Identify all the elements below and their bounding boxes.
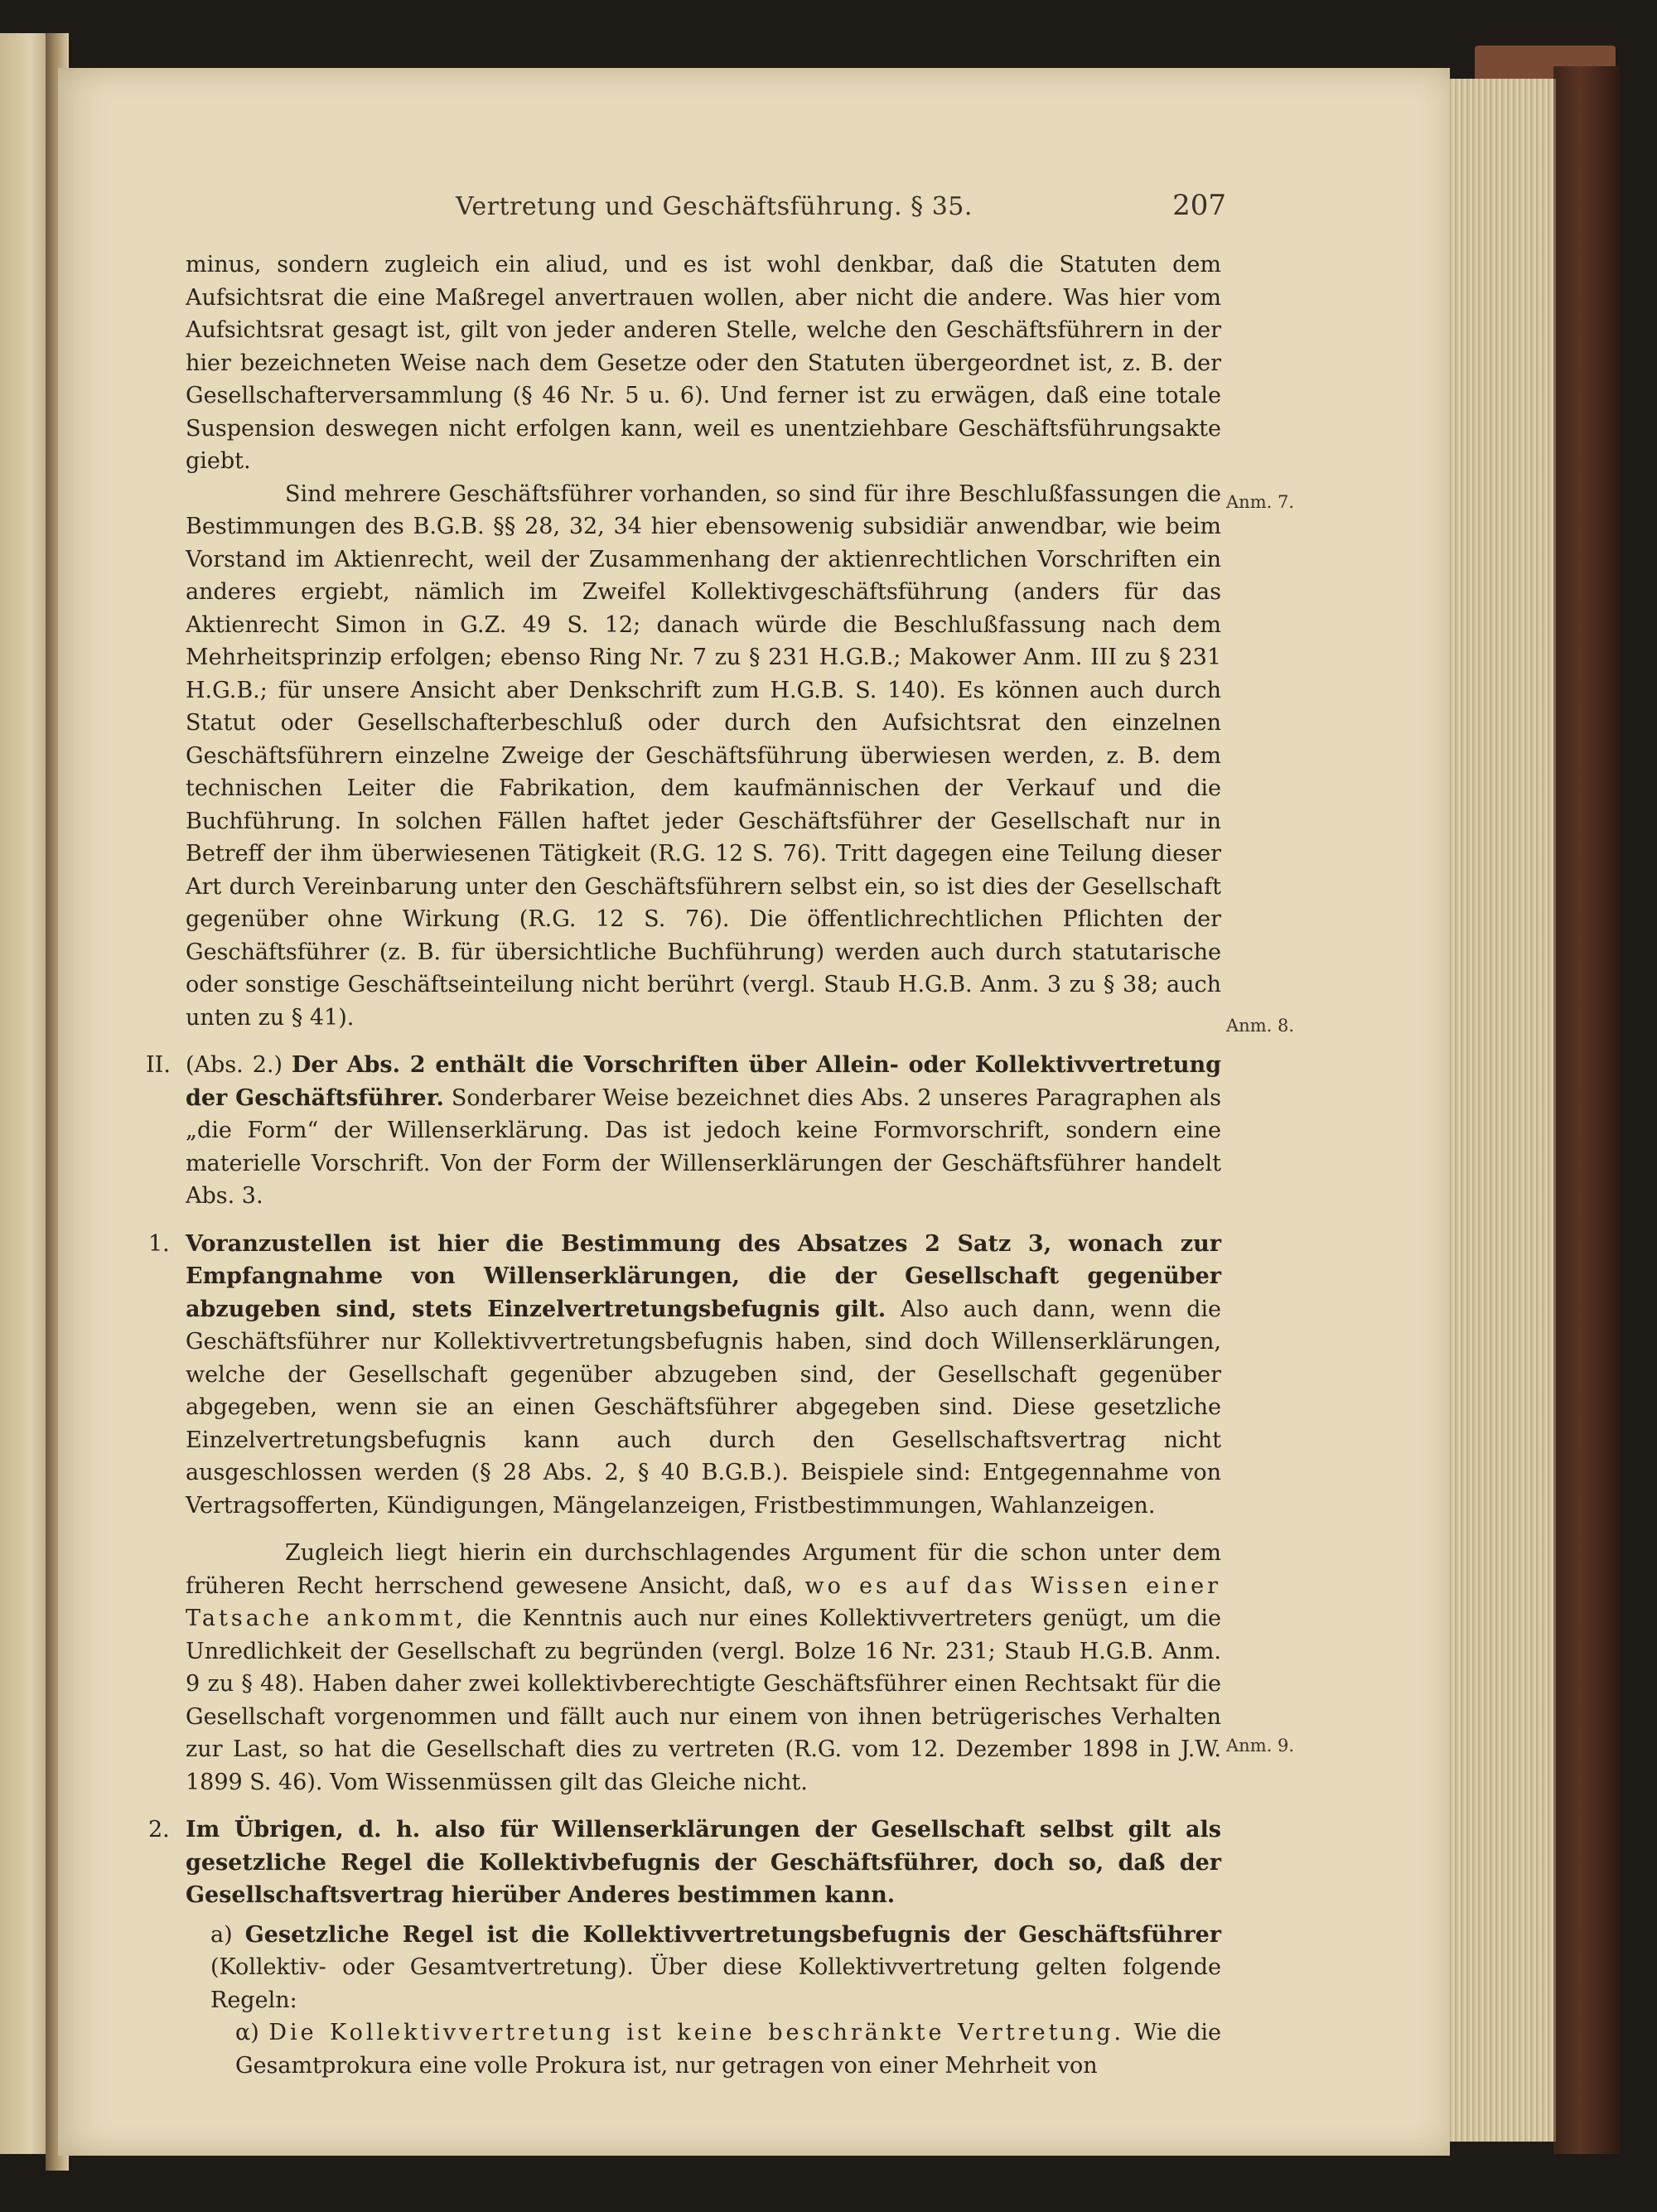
item-1	[148, 1228, 1221, 1523]
margin-note-anm-7: Anm. 7.	[1226, 492, 1294, 512]
section-ii-text: Sonderbarer Weise bezeichnet dies Abs. 2 unseres Paragraphen als „die Form“ der Willenserklärung. Das ist jedoch keine Formvorschrift, sondern eine materielle Vorschrift. Von der Form der Willenserklärungen der Geschäftsführer handelt Abs. 3.	[186, 1084, 1221, 1209]
paragraph-zugleich	[186, 1537, 1221, 1799]
page-stack-edges	[1446, 79, 1556, 2142]
item-1-heading: Voranzustellen ist hier die Bestimmung des Absatzes 2 Satz 3, wonach zur Empfangnahme von Willenserklärungen, die der Gesellschaft gegenüber abzugeben sind, stets Einzelvertretungsbefugnis gilt.	[186, 1230, 1221, 1322]
item-2-a-text: (Kollektiv- oder Gesamtvertretung). Über diese Kollektivvertretung gelten folgende Regeln:	[210, 1954, 1221, 2013]
margin-note-anm-8: Anm. 8.	[1226, 1016, 1294, 1036]
zugleich-part-a: Zugleich liegt hierin ein durchschlagendes Argument für die schon unter dem früheren Recht herrschend gewesene Ansicht, daß,	[186, 1540, 1221, 1599]
page-number: 207	[1172, 189, 1226, 222]
section-ii-heading: Der Abs. 2 enthält die Vorschriften über Allein- oder Kollektivvertretung der Geschäftsführer.	[186, 1052, 1221, 1111]
zugleich-spaced: wo es auf das Wissen einer Tatsache ankommt,	[186, 1572, 1221, 1631]
book-cover-spine	[1553, 66, 1620, 2154]
item-2-a	[186, 1919, 1221, 2017]
item-2-number: 2.	[148, 1817, 170, 1843]
section-ii	[146, 1049, 1221, 1213]
section-ii-number: II.	[146, 1052, 171, 1078]
item-2-a-alpha-text: Wie die Gesamtprokura eine volle Prokura ist, nur getragen von einer Mehrheit von	[235, 2020, 1221, 2079]
left-page-edge	[0, 33, 51, 2154]
item-1-text: Also auch dann, wenn die Geschäftsführer nur Kollektivvertretungsbefugnis haben, sind doch Willenserklärungen, welche der Gesellschaft gegenüber abzugeben sind, der Gesellschaft gegenüber abgegeben, wenn sie an einen Geschäftsführer abgegeben sind. Diese gesetzliche Einzelvertretungsbefugnis kann auch durch den Gesellschaftsvertrag nicht ausgeschlossen werden (§ 28 Abs. 2, § 40 B.G.B.). Beispiele sind: Entgegennahme von Vertragsofferten, Kündigungen, Mängelanzeigen, Fristbestimmungen, Wahlanzeigen.	[186, 1296, 1221, 1519]
zugleich-part-b: die Kenntnis auch nur eines Kollektivvertreters genügt, um die Unredlichkeit der Gesellschaft zu begründen (vergl. Bolze 16 Nr. 231; Staub H.G.B. Anm. 9 zu § 48). Haben daher zwei kollektivberechtigte Geschäftsführer einen Rechtsakt für die Gesellschaft vorgenommen und fällt auch nur einem von ihnen betrügerisches Verhalten zur Last, so hat die Gesellschaft dies zu vertreten (R.G. vom 12. Dezember 1898 in J.W. 1899 S. 46). Vom Wissenmüssen gilt das Gleiche nicht.	[186, 1606, 1221, 1795]
section-ii-ref: (Abs. 2.)	[186, 1052, 283, 1078]
item-2-a-alpha-label: α)	[235, 2020, 259, 2045]
item-2-a-heading: Gesetzliche Regel ist die Kollektivvertretungsbefugnis der Geschäftsführer	[244, 1921, 1221, 1948]
body-text	[146, 249, 1221, 2082]
item-2-a-label: a)	[210, 1921, 233, 1948]
running-title: Vertretung und Geschäftsführung. § 35.	[456, 192, 973, 221]
item-2-a-alpha	[186, 2016, 1221, 2082]
item-2	[148, 1814, 1221, 1912]
item-1-number: 1.	[148, 1230, 170, 1257]
margin-note-anm-9: Anm. 9.	[1226, 1736, 1294, 1756]
paragraph-beschlussfassung: Sind mehrere Geschäftsführer vorhanden, so sind für ihre Beschlußfassungen die Bestimmungen des B.G.B. §§ 28, 32, 34 hier ebensowenig subsidiär anwendbar, wie beim Vorstand im Aktienrecht, weil der Zusammenhang der aktienrechtlichen Vorschriften ein anderes ergiebt, nämlich im Zweifel Kollektivgeschäftsführung (anders für das Aktienrecht Simon in G.Z. 49 S. 12; danach würde die Beschlußfassung nach dem Mehrheitsprinzip erfolgen; ebenso Ring Nr. 7 zu § 231 H.G.B.; Makower Anm. III zu § 231 H.G.B.; für unsere Ansicht aber Denkschrift zum H.G.B. S. 140). Es können auch durch Statut oder Gesellschafterbeschluß oder durch den Aufsichtsrat den einzelnen Geschäftsführern einzelne Zweige der Geschäftsführung überwiesen werden, z. B. dem technischen Leiter die Fabrikation, dem kaufmännischen der Verkauf und die Buchführung. In solchen Fällen haftet jeder Geschäftsführer der Gesellschaft nur in Betreff der ihm überwiesenen Tätigkeit (R.G. 12 S. 76). Tritt dagegen eine Teilung dieser Art durch Vereinbarung unter den Geschäftsführern selbst ein, so ist dies der Gesellschaft gegenüber ohne Wirkung (R.G. 12 S. 76). Die öffentlichrechtlichen Pflichten der Geschäftsführer (z. B. für übersichtliche Buchführung) werden auch durch statutarische oder sonstige Geschäftseinteilung nicht berührt (vergl. Staub H.G.B. Anm. 3 zu § 38; auch unten zu § 41).	[186, 481, 1221, 1031]
item-2-a-alpha-spaced: Die Kollektivvertretung ist keine beschränkte Vertretung.	[268, 2020, 1125, 2045]
item-2-heading: Im Übrigen, d. h. also für Willenserklärungen der Gesellschaft selbst gilt als gesetzliche Regel die Kollektivbefugnis der Geschäftsführer, doch so, daß der Gesellschaftsvertrag hierüber Anderes bestimmen kann.	[186, 1817, 1221, 1908]
paragraph-continuation: minus, sondern zugleich ein aliud, und es ist wohl denkbar, daß die Statuten dem Aufsichtsrat die eine Maßregel anvertrauen wollen, aber nicht die andere. Was hier vom Aufsichtsrat gesagt ist, gilt von jeder anderen Stelle, welche den Geschäftsführern in der hier bezeichneten Weise nach dem Gesetze oder den Statuten übergeordnet ist, z. B. der Gesellschafterversammlung (§ 46 Nr. 5 u. 6). Und ferner ist zu erwägen, daß eine totale Suspension deswegen nicht erfolgen kann, weil es unentziehbare Geschäftsführungsakte giebt.	[186, 252, 1221, 474]
